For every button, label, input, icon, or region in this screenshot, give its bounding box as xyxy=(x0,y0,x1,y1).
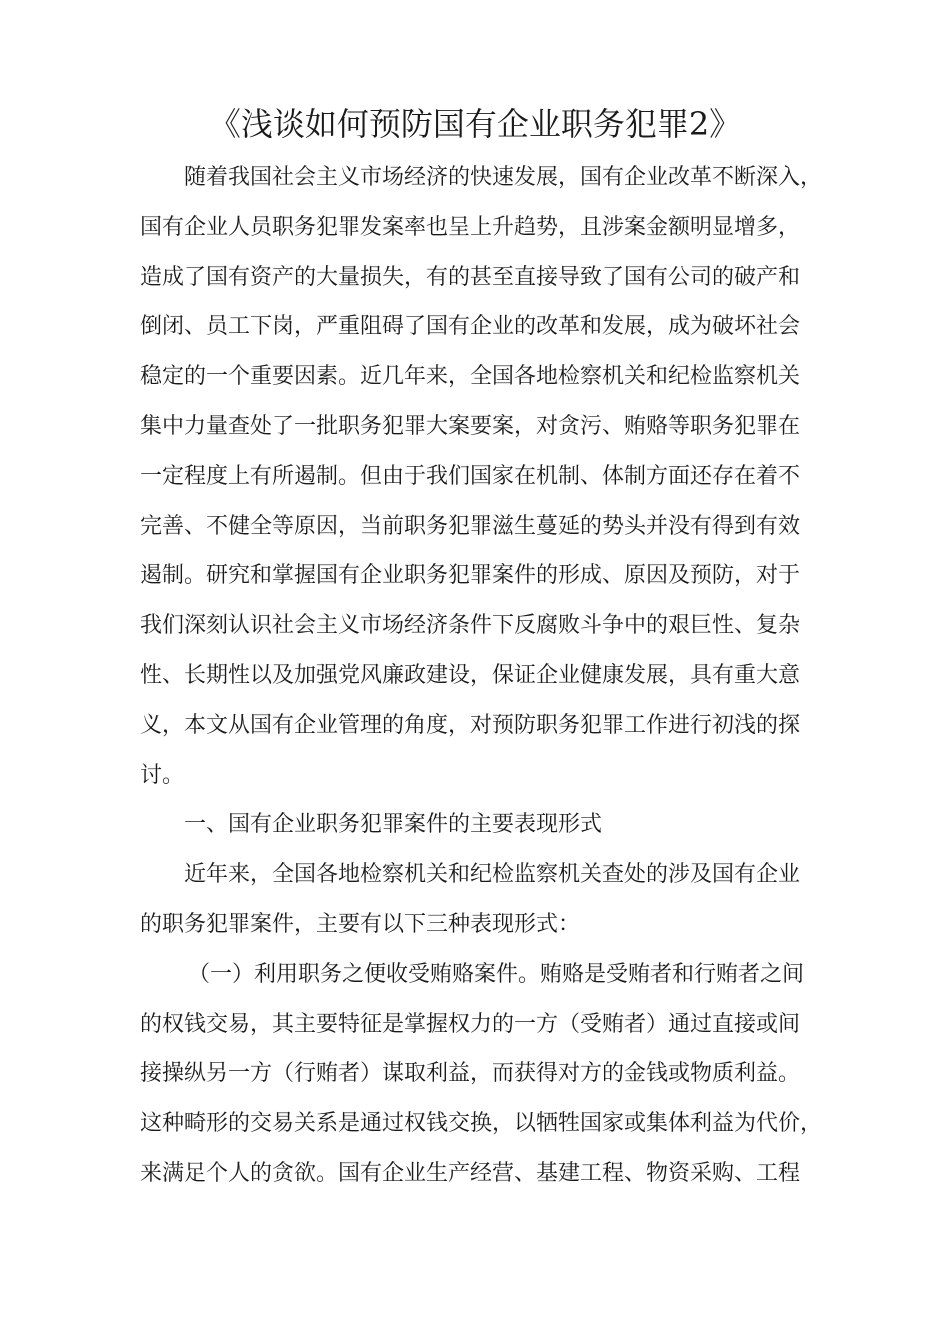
body-line: 来满足个人的贪欲。国有企业生产经营、基建工程、物资采购、工程 xyxy=(140,1160,801,1186)
body-line: 的职务犯罪案件，主要有以下三种表现形式： xyxy=(140,911,581,937)
body-line: 我们深刻认识社会主义市场经济条件下反腐败斗争中的艰巨性、复杂 xyxy=(140,613,801,639)
body-line: 一、国有企业职务犯罪案件的主要表现形式 xyxy=(184,812,603,838)
body-line: 国有企业人员职务犯罪发案率也呈上升趋势，且涉案金额明显增多， xyxy=(140,214,801,240)
body-line: 倒闭、员工下岗，严重阻碍了国有企业的改革和发展，成为破坏社会 xyxy=(140,314,801,340)
body-line: 遏制。研究和掌握国有企业职务犯罪案件的形成、原因及预防，对于 xyxy=(140,563,801,589)
body-line: 义，本文从国有企业管理的角度，对预防职务犯罪工作进行初浅的探 xyxy=(140,712,801,738)
body-line: （一）利用职务之便收受贿赂案件。贿赂是受贿者和行贿者之间 xyxy=(188,961,805,987)
body-line: 近年来，全国各地检察机关和纪检监察机关查处的涉及国有企业 xyxy=(184,862,801,888)
body-line: 稳定的一个重要因素。近几年来，全国各地检察机关和纪检监察机关 xyxy=(140,364,801,390)
body-line: 讨。 xyxy=(140,762,185,788)
body-line: 造成了国有资产的大量损失，有的甚至直接导致了国有公司的破产和 xyxy=(140,264,801,290)
body-line: 完善、不健全等原因，当前职务犯罪滋生蔓延的势头并没有得到有效 xyxy=(140,513,801,539)
document-title: 《浅谈如何预防国有企业职务犯罪2》 xyxy=(208,105,742,143)
body-line: 接操纵另一方（行贿者）谋取利益，而获得对方的金钱或物质利益。 xyxy=(140,1061,801,1087)
document-body xyxy=(140,153,823,1199)
body-line: 这种畸形的交易关系是通过权钱交换，以牺牲国家或集体利益为代价， xyxy=(140,1111,823,1137)
body-line: 一定程度上有所遏制。但由于我们国家在机制、体制方面还存在着不 xyxy=(140,463,801,489)
body-line: 随着我国社会主义市场经济的快速发展，国有企业改革不断深入， xyxy=(184,165,823,190)
body-line: 性、长期性以及加强党风廉政建设，保证企业健康发展，具有重大意 xyxy=(140,662,801,688)
body-line: 集中力量查处了一批职务犯罪大案要案，对贪污、贿赂等职务犯罪在 xyxy=(140,413,801,439)
body-line: 的权钱交易，其主要特征是掌握权力的一方（受贿者）通过直接或间 xyxy=(140,1011,801,1037)
